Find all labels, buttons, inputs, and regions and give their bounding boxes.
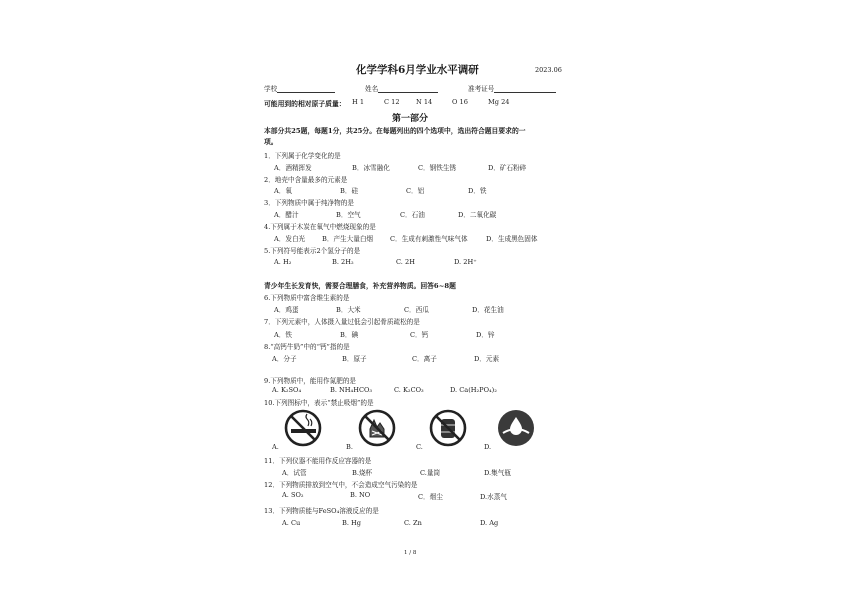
option-a[interactable]: A．鸡蛋 xyxy=(274,306,299,314)
option-b[interactable]: B.烧杯 xyxy=(352,469,373,477)
option-c[interactable]: C. 2H xyxy=(396,258,415,266)
option-b[interactable]: B．空气 xyxy=(336,211,361,219)
group-intro: 青少年生长发育快，需要合理膳食，补充营养物质。回答6~8题 xyxy=(264,282,456,290)
question-stem: 4.下列属于木炭在氧气中燃烧现象的是 xyxy=(264,223,376,231)
water-saving-icon[interactable] xyxy=(497,409,535,447)
option-c[interactable]: C．铝 xyxy=(406,187,425,195)
option-d[interactable]: D．花生油 xyxy=(472,306,504,314)
option-b[interactable]: B．产生大量白烟 xyxy=(322,235,374,243)
option-c[interactable]: C. Zn xyxy=(404,519,422,527)
page-title: 化学学科6月学业水平调研 xyxy=(356,64,479,76)
option-c[interactable]: C．石油 xyxy=(400,211,425,219)
school-blank[interactable] xyxy=(277,85,335,93)
option-a[interactable]: A. SO₂ xyxy=(282,491,304,499)
question-stem: 12．下列物质排放到空气中，不会造成空气污染的是 xyxy=(264,481,418,489)
no-burning-icon[interactable] xyxy=(358,409,396,447)
option-b[interactable]: B．硅 xyxy=(340,187,359,195)
exam-date: 2023.06 xyxy=(535,66,562,74)
option-b[interactable]: B．原子 xyxy=(342,355,367,363)
question-stem: 7．下列元素中，人体摄入量过低会引起骨质疏松的是 xyxy=(264,318,420,326)
option-c[interactable]: C.量筒 xyxy=(420,469,441,477)
option-c[interactable]: C．西瓜 xyxy=(404,306,429,314)
option-a[interactable]: A. K₂SO₄ xyxy=(272,386,302,394)
option-a[interactable]: A. Cu xyxy=(282,519,301,527)
option-c[interactable]: C．钢铁生锈 xyxy=(418,164,457,172)
name-blank[interactable] xyxy=(378,85,438,93)
option-d[interactable]: D.水蒸气 xyxy=(480,493,507,501)
option-d[interactable]: D．矿石粉碎 xyxy=(488,164,527,172)
question-stem: 2．地壳中含量最多的元素是 xyxy=(264,176,348,184)
question-stem: 10.下列图标中，表示“禁止吸烟”的是 xyxy=(264,399,374,407)
option-a[interactable]: A．氧 xyxy=(274,187,292,195)
school-field[interactable]: 学校 xyxy=(264,83,335,93)
option-b[interactable]: B. xyxy=(346,443,353,451)
option-b[interactable]: B．大米 xyxy=(336,306,361,314)
atomic-mass-c: C 12 xyxy=(384,98,400,106)
option-a[interactable]: A．分子 xyxy=(272,355,297,363)
instructions-line1: 本部分共25题，每题1分，共25分。在每题列出的四个选项中，选出符合题目要求的一 xyxy=(264,127,526,135)
option-a[interactable]: A．醋汁 xyxy=(274,211,299,219)
atomic-mass-o: O 16 xyxy=(452,98,468,106)
option-d[interactable]: D．锌 xyxy=(476,331,495,339)
option-a[interactable]: A．发白光 xyxy=(274,235,306,243)
option-c[interactable]: C．生成有刺激性气味气体 xyxy=(390,235,468,243)
question-stem: 9.下列物质中，能用作氮肥的是 xyxy=(264,377,357,385)
question-stem: 8.“高钙牛奶”中的“钙”指的是 xyxy=(264,343,350,351)
option-c[interactable]: C．离子 xyxy=(412,355,437,363)
page-number: 1 / 8 xyxy=(404,550,417,556)
option-a[interactable]: A．酒精挥发 xyxy=(274,164,312,172)
option-b[interactable]: B．碘 xyxy=(340,331,359,339)
option-d[interactable]: D. xyxy=(484,443,492,451)
option-b[interactable]: B. NH₄HCO₃ xyxy=(330,386,373,394)
option-d[interactable]: D．元素 xyxy=(474,355,500,363)
option-d[interactable]: D．二氧化碳 xyxy=(458,211,497,219)
option-d[interactable]: D.集气瓶 xyxy=(484,469,511,477)
option-c[interactable]: C．烟尘 xyxy=(418,493,443,501)
question-stem: 11．下列仪器不能用作反应容器的是 xyxy=(264,457,372,465)
atomic-mass-mg: Mg 24 xyxy=(488,98,510,106)
option-d[interactable]: D. Ag xyxy=(480,519,499,527)
question-stem: 6.下列物质中富含维生素的是 xyxy=(264,294,350,302)
section-heading: 第一部分 xyxy=(392,114,429,124)
option-b[interactable]: B. 2H₂ xyxy=(332,258,354,266)
option-b[interactable]: B. Hg xyxy=(342,519,362,527)
option-d[interactable]: D．铁 xyxy=(468,187,487,195)
atomic-mass-label: 可能用到的相对原子质量： xyxy=(264,100,346,108)
no-smoking-icon[interactable] xyxy=(284,409,322,447)
option-c[interactable]: C. K₂CO₃ xyxy=(394,386,424,394)
question-stem: 3．下列物质中属于纯净物的是 xyxy=(264,199,354,207)
atomic-mass-h: H 1 xyxy=(352,98,365,106)
option-c[interactable]: C. xyxy=(416,443,423,451)
option-a[interactable]: A. H₂ xyxy=(274,258,292,266)
option-d[interactable]: D. 2H⁺ xyxy=(454,258,477,266)
question-stem: 13．下列物质能与FeSO₄溶液反应的是 xyxy=(264,507,379,515)
option-c[interactable]: C．钙 xyxy=(410,331,429,339)
option-d[interactable]: D. Ca(H₂PO₄)₂ xyxy=(450,386,497,394)
name-field[interactable]: 姓名 xyxy=(365,83,438,93)
option-d[interactable]: D．生成黑色固体 xyxy=(486,235,538,243)
exam-id-field[interactable]: 准考证号 xyxy=(468,83,556,93)
atomic-mass-n: N 14 xyxy=(416,98,433,106)
option-a[interactable]: A. xyxy=(272,443,279,451)
option-a[interactable]: A．试管 xyxy=(282,469,307,477)
option-b[interactable]: B．冰雪融化 xyxy=(352,164,390,172)
exam-id-blank[interactable] xyxy=(494,85,556,93)
question-stem: 5.下列符号能表示2个氢分子的是 xyxy=(264,247,361,255)
question-stem: 1．下列属于化学变化的是 xyxy=(264,152,341,160)
no-fire-barrel-icon[interactable] xyxy=(429,409,467,447)
instructions-line2: 项。 xyxy=(264,138,278,146)
option-a[interactable]: A．铁 xyxy=(274,331,292,339)
option-b[interactable]: B. NO xyxy=(350,491,371,499)
